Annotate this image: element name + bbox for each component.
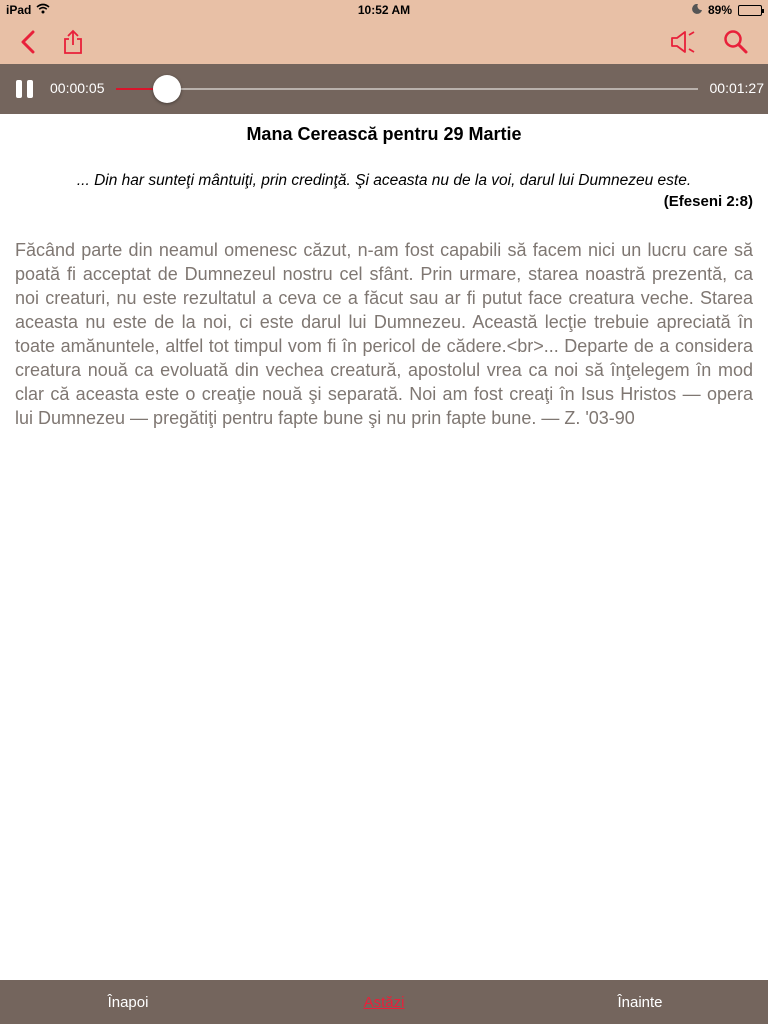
speaker-button[interactable]: [661, 20, 705, 64]
search-button[interactable]: [714, 20, 758, 64]
share-button[interactable]: [51, 20, 95, 64]
page-title: Mana Cerească pentru 29 Martie: [246, 124, 522, 144]
verse-reference: (Efeseni 2:8): [663, 193, 753, 210]
speaker-icon: [669, 30, 697, 54]
tab-prev[interactable]: Înapoi: [107, 993, 149, 1011]
nav-bar: [0, 20, 768, 64]
tab-next[interactable]: Înainte: [617, 993, 663, 1011]
back-button[interactable]: [6, 20, 50, 64]
commentary-text: Făcând parte din neamul omenesc căzut, n-am fost capabili să facem nici un lucru care să poată fi acceptat de Dumnezeul nostru cel sfânt. Prin urmare, starea noastră prezentă, ca noi creaturi, nu este rezultatul a ceva ce a făcut sau ar fi putut face creatura veche. Starea aceasta nu este de la noi, ci este darul lui Dumnezeu. Această lecţie trebuie apreciată în toate amănuntele, altfel tot timpul vom fi în pericol de cădere.<br>... Departe de a considera creatura nouă ca evoluată din vechea creatură, apostolul vrea ca noi să înţelegem în mod clar că aceasta este o creaţie nouă şi separată. Noi am fost creaţi în Isus Hristos — opera lui Dumnezeu — pregătiţi pentru fapte bune şi nu prin fapte bune. — Z. '03-90: [15, 240, 753, 428]
back-chevron-icon: [20, 30, 36, 54]
tab-today[interactable]: Astăzi: [363, 993, 405, 1011]
progress-track[interactable]: [116, 88, 698, 90]
status-right: [692, 3, 762, 17]
audio-player: [0, 64, 768, 114]
pause-button[interactable]: [14, 78, 36, 100]
battery-icon: [738, 5, 762, 16]
elapsed-time: 00:00:05: [50, 80, 105, 96]
reading-content: [0, 114, 768, 980]
pause-icon-bar-left: [16, 80, 22, 98]
total-time: 00:01:27: [709, 80, 764, 96]
status-time: 10:52 AM: [357, 3, 411, 17]
tab-bar: [0, 980, 768, 1024]
status-bar: [0, 0, 768, 20]
search-icon: [723, 29, 749, 55]
battery-percent: 89%: [707, 3, 732, 17]
device-name: iPad: [6, 3, 32, 17]
moon-icon: [692, 3, 702, 17]
share-icon: [62, 29, 84, 55]
progress-thumb[interactable]: [153, 75, 181, 103]
bible-verse: ... Din har sunteţi mântuiţi, prin credinţă. Şi aceasta nu de la voi, darul lui Dumnezeu este.: [76, 172, 692, 189]
pause-icon-bar-right: [27, 80, 33, 98]
